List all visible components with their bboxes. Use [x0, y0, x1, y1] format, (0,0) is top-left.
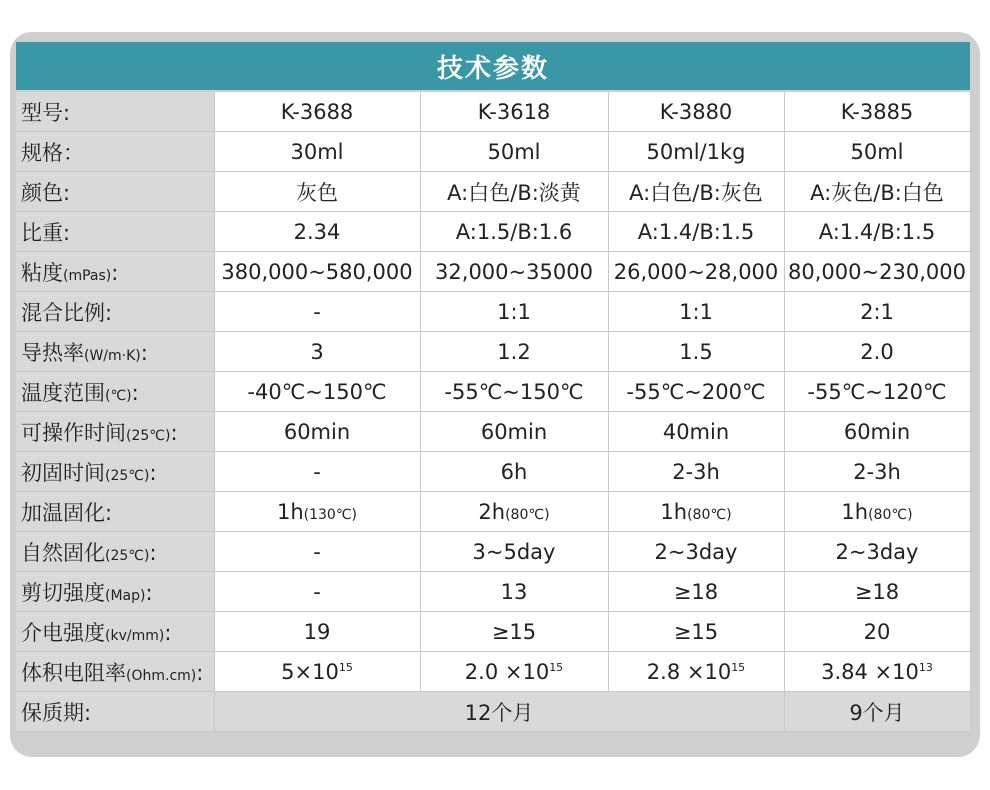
table-cell: A:白色/B:淡黄: [420, 172, 608, 212]
table-cell: $3.84 \times 10^{13}$: [784, 652, 970, 692]
table-cell: ≥18: [608, 572, 784, 612]
table-cell: 50ml: [420, 132, 608, 172]
table-cell: A:1.4/B:1.5: [784, 212, 970, 252]
table-row: [16, 492, 970, 532]
table-row: [16, 92, 970, 132]
row-label: 初固时间(25℃):: [16, 452, 214, 492]
row-label: 导热率(W/m·K):: [16, 332, 214, 372]
table-cell: 2-3h: [784, 452, 970, 492]
table-row: [16, 372, 970, 412]
table-cell: $5\times 10^{15}$: [214, 652, 420, 692]
table-cell: 3~5day: [420, 532, 608, 572]
table-cell: 1h(80℃): [608, 492, 784, 532]
table-cell: 灰色: [214, 172, 420, 212]
row-label: 混合比例:: [16, 292, 214, 332]
table-cell: ≥18: [784, 572, 970, 612]
table-cell: 40min: [608, 412, 784, 452]
table-cell: A:白色/B:灰色: [608, 172, 784, 212]
row-label: 体积电阻率(Ohm.cm):: [16, 652, 214, 692]
row-label: 规格：: [16, 132, 214, 172]
table-cell: 2.34: [214, 212, 420, 252]
table-row: [16, 212, 970, 252]
table-cell: 380,000~580,000: [214, 252, 420, 292]
table-cell: A:1.4/B:1.5: [608, 212, 784, 252]
table-row: [16, 652, 970, 692]
table-row: [16, 572, 970, 612]
shelf-life-row: [16, 692, 970, 732]
table-cell: 1.2: [420, 332, 608, 372]
table-row: [16, 252, 970, 292]
row-label: 介电强度(kv/mm):: [16, 612, 214, 652]
table-title: 技术参数: [16, 42, 970, 90]
table-cell: ≥15: [420, 612, 608, 652]
table-cell: 60min: [784, 412, 970, 452]
table-cell: 1:1: [608, 292, 784, 332]
table-row: [16, 532, 970, 572]
table-row: [16, 172, 970, 212]
table-cell: 80,000~230,000: [784, 252, 970, 292]
table-cell: 13: [420, 572, 608, 612]
table-cell: 2~3day: [784, 532, 970, 572]
row-label: 自然固化(25℃):: [16, 532, 214, 572]
table-cell: 6h: [420, 452, 608, 492]
table-cell: 60min: [420, 412, 608, 452]
table-cell: $2.0 \times 10^{15}$: [420, 652, 608, 692]
table-cell: 1.5: [608, 332, 784, 372]
table-cell: 2~3day: [608, 532, 784, 572]
table-cell: $2.8 \times 10^{15}$: [608, 652, 784, 692]
row-label: 型号:: [16, 92, 214, 132]
row-label: 可操作时间(25℃):: [16, 412, 214, 452]
table-cell: K-3880: [608, 92, 784, 132]
row-label: 温度范围(℃):: [16, 372, 214, 412]
table-cell: 1h(130℃): [214, 492, 420, 532]
table-cell: -: [214, 292, 420, 332]
table-row: [16, 612, 970, 652]
table-cell: -55℃~200℃: [608, 372, 784, 412]
table-cell: 20: [784, 612, 970, 652]
row-label: 剪切强度(Map):: [16, 572, 214, 612]
table-cell: -40℃~150℃: [214, 372, 420, 412]
row-label: 粘度(mPas):: [16, 252, 214, 292]
table-cell: -: [214, 452, 420, 492]
table-cell: A:灰色/B:白色: [784, 172, 970, 212]
shelf-life-value: 9个月: [784, 692, 970, 732]
table-cell: 2.0: [784, 332, 970, 372]
spec-table: [16, 92, 971, 732]
shelf-life-value: 12个月: [214, 692, 784, 732]
table-cell: 50ml: [784, 132, 970, 172]
table-row: [16, 412, 970, 452]
row-label: 颜色:: [16, 172, 214, 212]
table-cell: A:1.5/B:1.6: [420, 212, 608, 252]
table-row: [16, 332, 970, 372]
table-cell: K-3618: [420, 92, 608, 132]
table-cell: 3: [214, 332, 420, 372]
row-label: 保质期:: [16, 692, 214, 732]
table-cell: 2:1: [784, 292, 970, 332]
table-cell: 32,000~35000: [420, 252, 608, 292]
table-cell: -55℃~150℃: [420, 372, 608, 412]
table-cell: 26,000~28,000: [608, 252, 784, 292]
table-cell: 50ml/1kg: [608, 132, 784, 172]
table-cell: ≥15: [608, 612, 784, 652]
row-label: 加温固化:: [16, 492, 214, 532]
table-row: [16, 292, 970, 332]
row-label: 比重:: [16, 212, 214, 252]
table-cell: 1:1: [420, 292, 608, 332]
table-row: [16, 132, 970, 172]
table-cell: -: [214, 532, 420, 572]
table-cell: 2h(80℃): [420, 492, 608, 532]
table-cell: 30ml: [214, 132, 420, 172]
table-cell: -: [214, 572, 420, 612]
table-cell: 60min: [214, 412, 420, 452]
table-cell: 19: [214, 612, 420, 652]
table-cell: 2-3h: [608, 452, 784, 492]
table-cell: K-3688: [214, 92, 420, 132]
table-cell: K-3885: [784, 92, 970, 132]
table-cell: 1h(80℃): [784, 492, 970, 532]
table-row: [16, 452, 970, 492]
table-cell: -55℃~120℃: [784, 372, 970, 412]
